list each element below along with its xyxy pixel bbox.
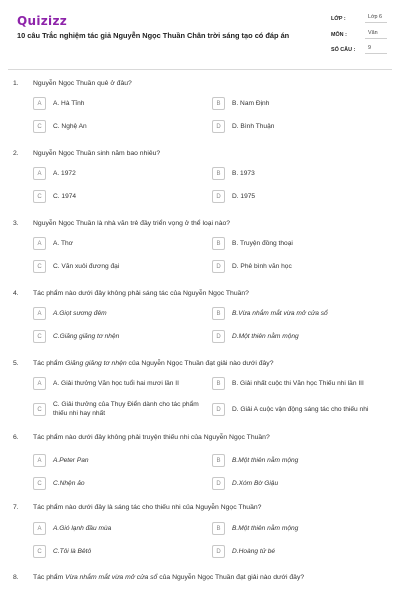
- document-title: 10 câu Trắc nghiệm tác giả Nguyễn Ngọc Thuần Chân trời sáng tạo có đáp án: [17, 31, 290, 40]
- option-text: C. Văn xuôi đương đại: [53, 263, 120, 270]
- option-letter-box: B: [212, 454, 225, 467]
- question-number: 5.: [13, 360, 19, 367]
- option-letter-box: C: [33, 190, 46, 203]
- document-header: [0, 0, 400, 62]
- option-letter-box: A: [33, 522, 46, 535]
- question-text: Tác phẩm nào dưới đây không phải truyện thiếu nhi của Nguyễn Ngọc Thuần?: [33, 434, 270, 441]
- question-text: [33, 360, 388, 367]
- option-text: B. 1973: [232, 170, 255, 177]
- option-text: B.Một thiên nằm mộng: [232, 457, 299, 464]
- question-number: 4.: [13, 290, 19, 297]
- option-text: B. Nam Định: [232, 100, 270, 107]
- option-letter-box: B: [212, 167, 225, 180]
- option-letter-box: C: [33, 545, 46, 558]
- option-text: D.Một thiên nằm mộng: [232, 333, 299, 340]
- question-text: Tác phẩm nào dưới đây không phải sáng tác của Nguyễn Ngọc Thuần?: [33, 290, 249, 297]
- header-divider: [8, 69, 392, 70]
- option-text: D. Phê bình văn học: [232, 263, 292, 270]
- question-number: 2.: [13, 150, 19, 157]
- grade-value: Lớp 6: [365, 13, 387, 23]
- option-text: C.Tôi là Bêtô: [53, 548, 92, 555]
- option-text: B.Một thiên nằm mộng: [232, 525, 299, 532]
- work-title: Giăng giăng tơ nhện: [65, 360, 127, 367]
- option-letter-box: D: [212, 330, 225, 343]
- option-text: A.Peter Pan: [53, 457, 89, 464]
- option-letter-box: B: [212, 377, 225, 390]
- option-letter-box: A: [33, 377, 46, 390]
- option-text: B. Giải nhất cuộc thi Văn học Thiếu nhi lần III: [232, 380, 364, 387]
- option-letter-box: D: [212, 260, 225, 273]
- question-count-value: 9: [365, 44, 387, 54]
- option-text: C. 1974: [53, 193, 77, 200]
- option-text: A. Giải thưởng Văn học tuổi hai mươi lần II: [53, 380, 179, 387]
- option-text: D. Giải A cuộc vận động sáng tác cho thiếu nhi: [232, 406, 369, 413]
- question-text-part: Tác phẩm: [33, 360, 66, 367]
- question-text: Tác phẩm nào dưới đây là sáng tác cho thiếu nhi của Nguyễn Ngọc Thuần?: [33, 504, 262, 511]
- option-text: A. Hà Tĩnh: [53, 100, 85, 107]
- option-text: A. 1972: [53, 170, 76, 177]
- option-text: B.Vừa nhắm mắt vừa mở cửa sổ: [232, 310, 328, 317]
- option-letter-box: A: [33, 237, 46, 250]
- option-text: C. Giải thưởng của Thụy Điển dành cho tác phẩm thiếu nhi hay nhất: [53, 401, 199, 417]
- option-text: C. Nghệ An: [53, 123, 87, 130]
- option-text: A.Giọt sương đêm: [53, 310, 107, 317]
- option-letter-box: A: [33, 97, 46, 110]
- option-letter-box: A: [33, 307, 46, 320]
- option-letter-box: D: [212, 403, 225, 416]
- option-text: A. Thơ: [53, 240, 73, 247]
- option-text: D.Hoàng tử bé: [232, 548, 276, 555]
- option-text: C.Nhện ảo: [53, 480, 85, 487]
- question-text: Nguyễn Ngọc Thuần sinh năm bao nhiêu?: [33, 150, 161, 157]
- option-letter-box: B: [212, 307, 225, 320]
- option-letter-box: D: [212, 545, 225, 558]
- question-number: 6.: [13, 434, 19, 441]
- question-text-part: của Nguyễn Ngọc Thuần đạt giải nào dưới đây?: [157, 574, 305, 581]
- option-letter-box: A: [33, 454, 46, 467]
- option-text: D.Xóm Bờ Giậu: [232, 480, 279, 487]
- option-letter-box: C: [33, 330, 46, 343]
- option-letter-box: D: [212, 477, 225, 490]
- option-text: D. 1975: [232, 193, 256, 200]
- option-letter-box: C: [33, 403, 46, 416]
- subject-value: Văn: [365, 29, 387, 39]
- option-letter-box: C: [33, 260, 46, 273]
- grade-label: LỚP :: [331, 16, 346, 22]
- question-text-part: của Nguyễn Ngọc Thuần đạt giải nào dưới đây?: [126, 360, 274, 367]
- quizizz-logo: Quizizz: [17, 14, 68, 28]
- option-letter-box: D: [212, 120, 225, 133]
- option-letter-box: B: [212, 522, 225, 535]
- question-number: 7.: [13, 504, 19, 511]
- option-letter-box: B: [212, 97, 225, 110]
- question-text: [33, 574, 388, 581]
- option-letter-box: C: [33, 120, 46, 133]
- option-letter-box: C: [33, 477, 46, 490]
- question-text: Nguyễn Ngọc Thuần quê ở đâu?: [33, 80, 132, 87]
- option-text: D. Bình Thuận: [232, 123, 275, 130]
- question-number: 3.: [13, 220, 19, 227]
- option-letter-box: A: [33, 167, 46, 180]
- question-number: 1.: [13, 80, 19, 87]
- subject-label: MÔN :: [331, 32, 347, 38]
- work-title: Vừa nhắm mắt vừa mở cửa sổ: [65, 574, 158, 581]
- option-text: A.Gió lạnh đầu mùa: [53, 525, 112, 532]
- question-count-label: SỐ CÂU :: [331, 47, 356, 53]
- option-letter-box: D: [212, 190, 225, 203]
- question-number: 8.: [13, 574, 19, 581]
- option-text: C.Giăng giăng tơ nhện: [53, 333, 120, 340]
- option-letter-box: B: [212, 237, 225, 250]
- option-text: B. Truyện đồng thoại: [232, 240, 293, 247]
- question-text-part: Tác phẩm: [33, 574, 66, 581]
- question-text: Nguyễn Ngọc Thuần là nhà văn trẻ đầy triển vọng ở thể loại nào?: [33, 220, 231, 227]
